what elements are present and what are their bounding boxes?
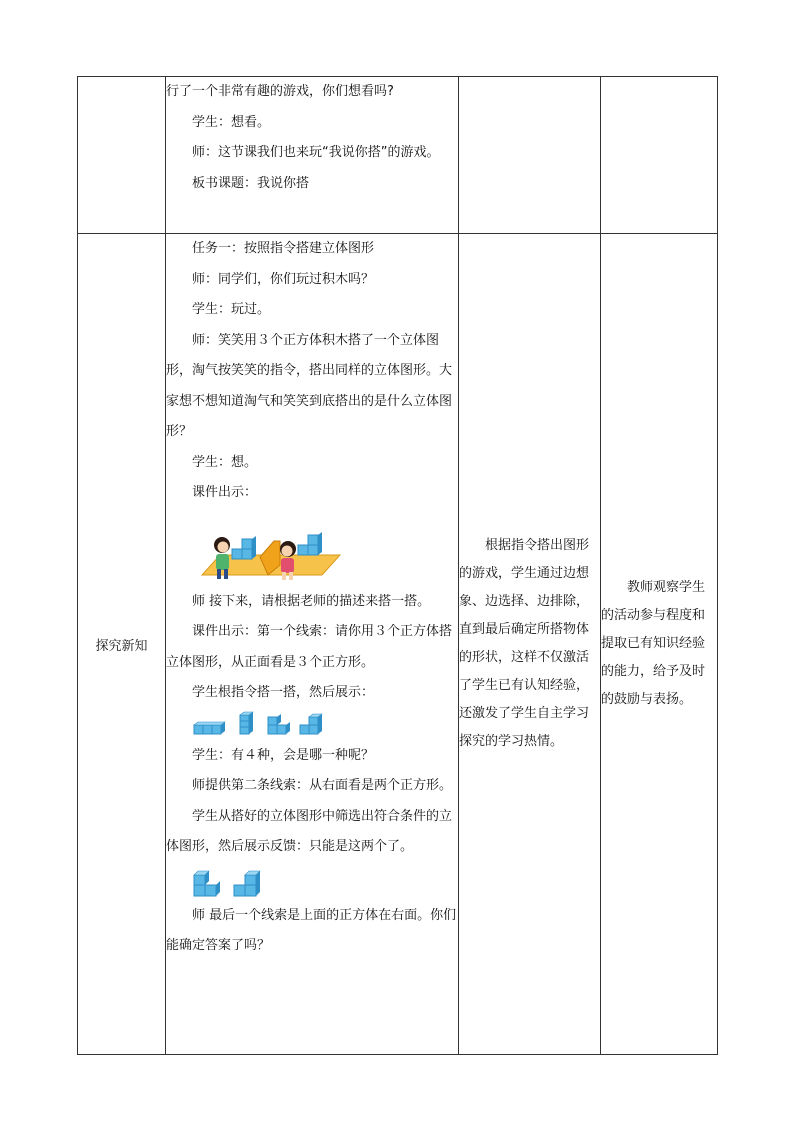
lesson-plan-table	[77, 76, 718, 1055]
text-line: 师 最后一个线索是上面的正方体在右面。你们能确定答案了吗？	[166, 907, 457, 953]
text-line: 师：这节课我们也来玩“我说你搭”的游戏。	[192, 145, 440, 160]
two-arrangements-illustration	[192, 867, 272, 901]
design-intent-cell	[459, 234, 601, 1055]
evaluation-cell	[601, 234, 718, 1055]
text-line: 学生从搭好的立体图形中筛选出符合条件的立体图形，然后展示反馈：只能是这两个了。	[166, 808, 453, 854]
text-line: 学生：想。	[192, 454, 258, 470]
text-line: 师：同学们，你们玩过积木吗？	[192, 271, 375, 287]
activity-cell	[166, 77, 459, 234]
evaluation-cell-empty	[601, 77, 718, 234]
text-line: 师提供第二条线索：从右面看是两个正方形。	[192, 778, 453, 793]
evaluation-text: 教师观察学生的活动参与程度和提取已有知识经验的能力，给予及时的鼓励与表扬。	[601, 580, 706, 707]
text-line: 学生：玩过。	[192, 302, 271, 317]
arrangement-tower-of-three	[240, 712, 253, 734]
arrangement-row-of-three	[194, 722, 225, 734]
stage-label: 探究新知	[78, 234, 166, 1055]
text-line: 任务一：按照指令搭建立体图形	[192, 241, 375, 256]
left-cubes	[232, 536, 256, 559]
text-line: 学生：有４种，会是哪一种呢？	[192, 747, 375, 763]
text-line: 学生：想看。	[192, 114, 271, 130]
stage-cell-empty	[78, 77, 166, 234]
text-line: 课件出示：第一个线索：请你用３个正方体搭立体图形，从正面看是３个正方形。	[166, 624, 453, 670]
text-line: 师：笑笑用３个正方体积木搭了一个立体图形，淘气按笑笑的指令，搭出同样的立体图形。大家想不想知道淘气和笑笑到底搭出的是什么立体图形？	[166, 332, 453, 439]
activity-cell	[166, 234, 459, 1055]
table-row	[78, 77, 718, 234]
design-intent-text: 根据指令搭出图形的游戏，学生通过边想象、边选择、边排除，直到最后确定所搭物体的形状，这样不仅激活了学生已有认知经验，还激发了学生自主学习探究的学习热情。	[459, 538, 590, 749]
text-line: 课件出示：	[192, 485, 258, 500]
text-line: 板书课题：我说你搭	[192, 175, 310, 191]
arrangement-l-right	[300, 714, 322, 734]
right-cubes	[298, 532, 322, 555]
text-line: 行了一个非常有趣的游戏，你们想看吗?	[166, 84, 394, 99]
intent-cell-empty	[459, 77, 601, 234]
arrangement-top-left	[194, 871, 220, 896]
four-arrangements-illustration	[192, 711, 332, 741]
table-row	[78, 234, 718, 1055]
blocks-game-illustration	[198, 515, 348, 585]
text-line: 师 接下来，请根据老师的描述来搭一搭。	[192, 593, 431, 609]
text-line: 学生根指令搭一搭，然后展示：	[192, 685, 375, 700]
arrangement-top-right	[234, 871, 260, 896]
arrangement-l-left	[268, 714, 290, 734]
